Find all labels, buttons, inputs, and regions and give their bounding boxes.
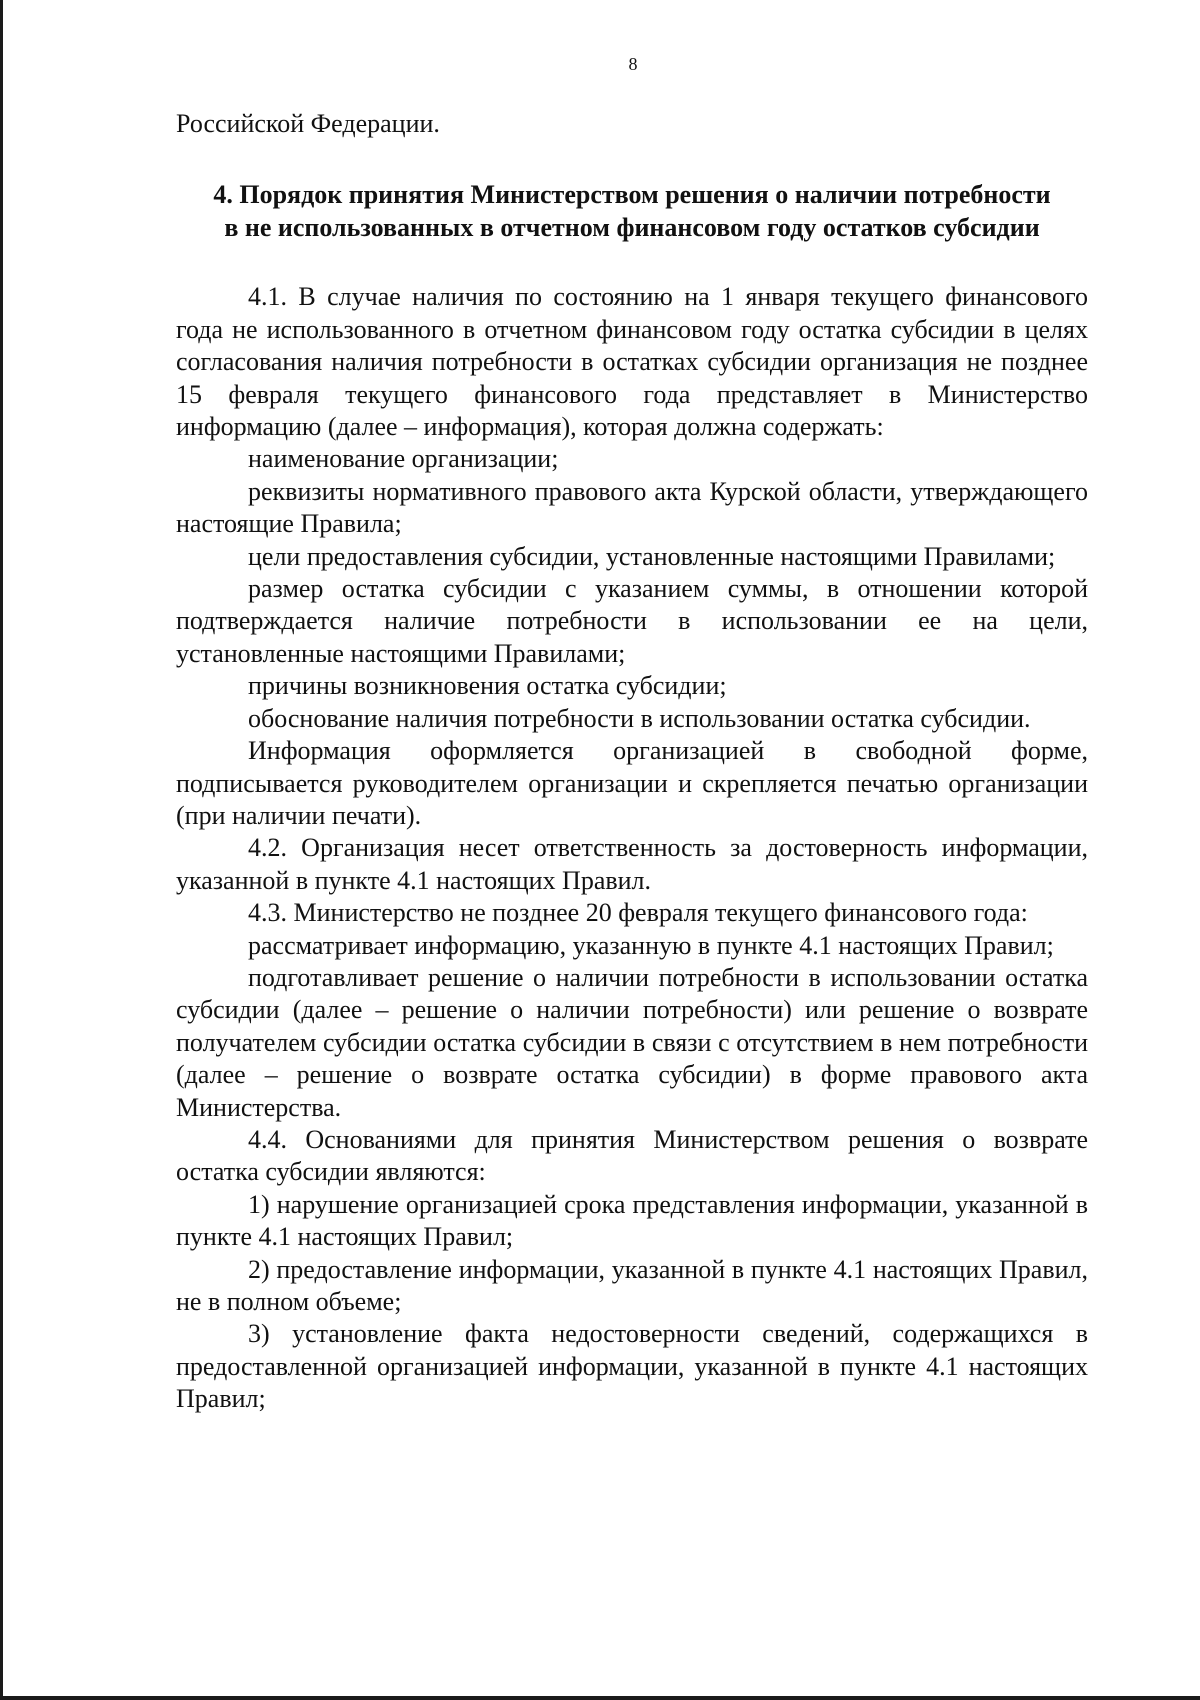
list-item-reasons: причины возникновения остатка субсидии; — [248, 671, 727, 701]
scan-border-bottom — [0, 1696, 1200, 1700]
section-title-line-2: в не использованных в отчетном финансовом году остатков субсидии — [224, 213, 1040, 243]
paragraph-4-1: 4.1. В случае наличия по состоянию на 1 января текущего финансового года не использованного в отчетном финансовом году остатка субсидии в целях согласования наличия потребности в остатках субсидии организация не позднее 15 февраля текущего финансового года представляет в Министерство информацию (далее – информация), которая должна содержать: — [176, 282, 1088, 442]
scan-border-left — [0, 0, 3, 1700]
section-title — [176, 178, 1088, 244]
list-item-legal-act: реквизиты нормативного правового акта Курской области, утверждающего настоящие Правила; — [176, 476, 1088, 539]
list-item-prepares-decision: подготавливает решение о наличии потребности в использовании остатка субсидии (далее – решение о наличии потребности) или решение о возврате получателем субсидии остатка субсидии в связи с отсутствием в нем потребности (далее – решение о возврате остатка субсидии) в форме правового акта Министерства. — [176, 962, 1088, 1122]
paragraph-info-format: Информация оформляется организацией в свободной форме, подписывается руководителем организации и скрепляется печатью организации (при наличии печати). — [176, 736, 1088, 830]
list-item-reviews: рассматривает информацию, указанную в пункте 4.1 настоящих Правил; — [248, 930, 1054, 960]
document-body — [176, 108, 1088, 1416]
intro-line: Российской Федерации. — [176, 109, 440, 138]
list-item-3: 3) установление факта недостоверности сведений, содержащихся в предоставленной организацией информации, указанной в пункте 4.1 настоящих Правил; — [176, 1319, 1088, 1414]
list-item-goals: цели предоставления субсидии, установленные настоящими Правилами; — [248, 541, 1056, 571]
list-item-org-name: наименование организации; — [248, 444, 559, 474]
list-item-remainder-size: размер остатка субсидии с указанием суммы, в отношении которой подтверждается наличие потребности в использовании ее на цели, установленные настоящими Правилами; — [176, 574, 1088, 668]
paragraph-4-4: 4.4. Основаниями для принятия Министерством решения о возврате остатка субсидии являются: — [176, 1124, 1088, 1187]
paragraph-4-3: 4.3. Министерство не позднее 20 февраля текущего финансового года: — [248, 898, 1028, 928]
page-number: 8 — [628, 54, 638, 74]
list-item-1: 1) нарушение организацией срока представления информации, указанной в пункте 4.1 настоящих Правил; — [176, 1189, 1088, 1252]
paragraph-4-2: 4.2. Организация несет ответственность за достоверность информации, указанной в пункте 4.1 настоящих Правил. — [176, 833, 1088, 895]
list-item-justification: обоснование наличия потребности в использовании остатка субсидии. — [248, 703, 1031, 733]
list-item-2: 2) предоставление информации, указанной в пункте 4.1 настоящих Правил, не в полном объеме; — [176, 1254, 1088, 1316]
section-title-line-1: 4. Порядок принятия Министерством решения о наличии потребности — [213, 180, 1051, 210]
